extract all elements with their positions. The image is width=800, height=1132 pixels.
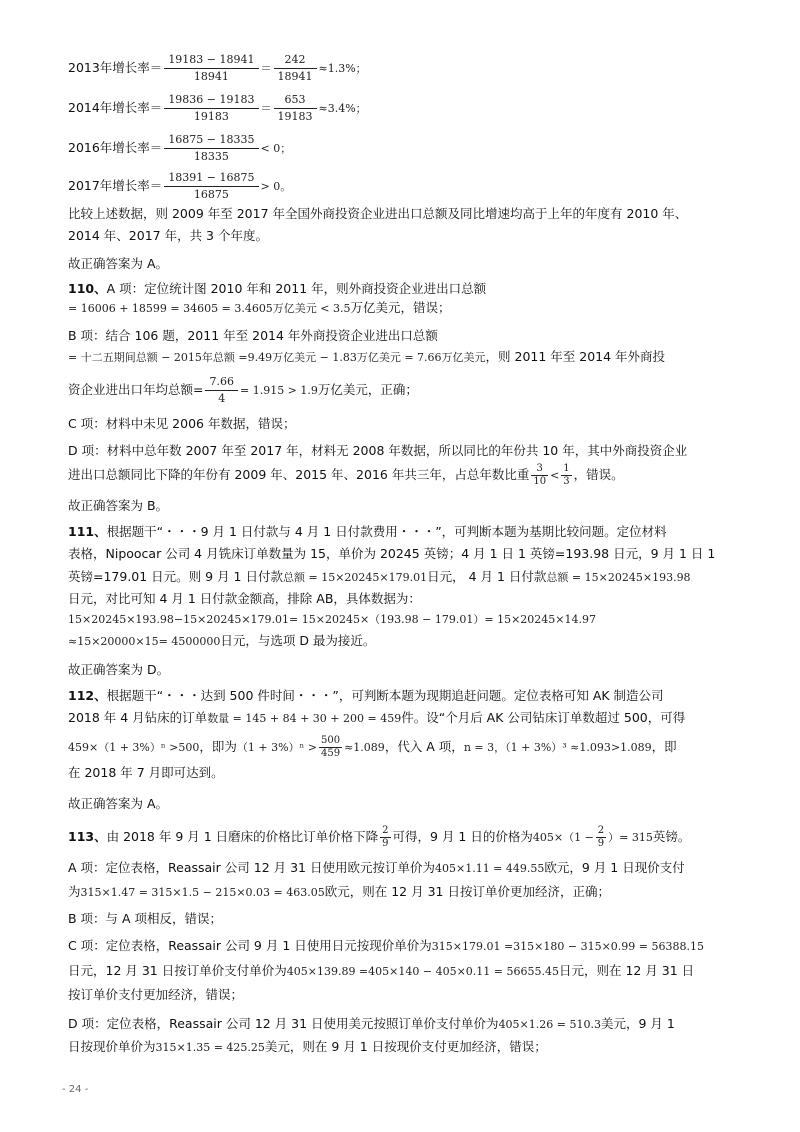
- q112-l3-text-f: ，代入 A 项，: [384, 739, 464, 754]
- q110-l8-denominator-2: 3: [563, 476, 570, 487]
- q113-l3-tail: 欧元，则在 12 月 31 日按订单价更加经济，正确；: [324, 884, 610, 899]
- q113-l9-text: 日按现价单价为: [68, 1039, 156, 1054]
- q113-l5-text: C 项：定位表格，Reassair 公司 9 月 1 日使用日元按现价单价为: [68, 938, 432, 953]
- q113-l1-numerator-2: 2: [597, 825, 605, 836]
- q113-l1-denominator: 9: [382, 838, 389, 849]
- q113-l3-text: 为: [68, 884, 81, 899]
- q110-line-3: B 项：结合 106 题，2011 年至 2014 年外商投资企业进出口总额: [68, 328, 438, 343]
- q113-l8-tail: 美元，9 月 1: [600, 1016, 675, 1031]
- growth-2017-denominator: 16875: [193, 188, 229, 201]
- q112-line-3: [68, 735, 736, 760]
- q112-l1-text: 根据题干“・・・达到 500 件时间・・・”，可判断本题为现期追赶问题。定位表格可知 AK 制造公司: [106, 688, 664, 703]
- q112-l3-math-e: ≈1.089: [344, 741, 385, 754]
- q113-number: 113、: [68, 829, 107, 844]
- q111-l3-text: 英镑=179.01 日元。则 9 月 1 日付款: [68, 569, 283, 584]
- q113-l6-tail: 日元，则在 12 月 31 日: [558, 963, 695, 978]
- q111-line-1: [68, 522, 736, 542]
- q111-line-5: 15×20245×193.98−15×20245×179.01= 15×20245×（193.98 − 179.01）= 15×20245×14.97: [68, 613, 596, 626]
- q110-l8-numerator-2: 1: [563, 463, 570, 474]
- growth-2013-eq: ＝: [260, 62, 272, 75]
- q113-l1-text-2: 可得，9 月 1 日的价格为: [392, 829, 533, 844]
- growth-2013-label: 2013年增长率＝: [68, 60, 163, 75]
- q113-line-8: [68, 1014, 736, 1035]
- q110-l8-lt: <: [550, 469, 560, 482]
- q111-answer: 故正确答案为 D。: [68, 662, 170, 677]
- q112-l3-numerator: 500: [321, 735, 341, 746]
- q113-l9-math: 315×1.35 = 425.25: [155, 1041, 265, 1054]
- q110-l2-text: 万亿美元，错误；: [350, 300, 451, 315]
- growth-2013-result: ≈1.3%；: [318, 62, 367, 75]
- q113-l1-math-2: ）= 315: [608, 831, 653, 844]
- q113-line-3: [68, 882, 736, 903]
- q111-l3-text-2: 日元， 4 月 1 日付款: [427, 569, 547, 584]
- growth-2017-row: [68, 170, 736, 203]
- q113-l9-tail: 美元，则在 9 月 1 日按现价支付更加经济，错误；: [264, 1039, 547, 1054]
- q110-l8-tail: ，错误。: [573, 467, 624, 482]
- q110-l5-denominator: 4: [218, 392, 226, 405]
- growth-2013-numerator: 19183 − 18941: [164, 52, 258, 69]
- q112-l3-math-c: （1 + 3%）ⁿ >: [236, 741, 317, 754]
- q112-l2-text: 2018 年 4 月钻床的订单: [68, 710, 208, 725]
- q110-line-6: C 项：材料中未见 2006 年数据，错误；: [68, 416, 296, 431]
- q112-number: 112、: [68, 688, 107, 703]
- q111-line-6: [68, 631, 736, 652]
- q111-l6-text: 日元，与选项 D 最为接近。: [220, 633, 376, 648]
- q111-l6-math: ≈15×20000×15= 4500000: [68, 635, 221, 648]
- q113-l6-math: 405×139.89 =405×140 − 405×0.11 = 56655.45: [286, 965, 559, 978]
- q111-l1-text: 根据题干“・・・9 月 1 日付款与 4 月 1 日付款费用・・・”，可判断本题为基期比较问题。定位材料: [106, 524, 667, 539]
- q113-l5-math: 315×179.01 =315×180 − 315×0.99 = 56388.15: [431, 940, 704, 953]
- growth-2014-result: ≈3.4%；: [318, 102, 367, 115]
- q110-l5-math: = 1.915 > 1.9: [239, 384, 318, 397]
- q113-l1-math: 405×（1 −: [532, 831, 594, 844]
- q112-l3-math-a: 459×（1 + 3%）ⁿ >500: [68, 741, 200, 754]
- q110-l1-text: A 项：定位统计图 2010 年和 2011 年，则外商投资企业进出口总额: [106, 281, 487, 296]
- q110-line-2: [68, 298, 736, 319]
- q110-l4-text: ，则 2011 年至 2014 年外商投: [485, 349, 666, 364]
- q112-l3-text-i: ，即: [651, 739, 677, 754]
- q113-line-1: [68, 825, 736, 850]
- q110-l5-text: 资企业进出口年均总额=: [68, 382, 204, 397]
- growth-2017-numerator: 18391 − 16875: [164, 170, 258, 187]
- q112-l3-denominator: 459: [321, 748, 341, 759]
- growth-2014-numerator2: 653: [274, 92, 317, 109]
- q110-line-4: [68, 347, 736, 368]
- q111-line-2: 表格，Nipoocar 公司 4 月铣床订单数量为 15，单价为 20245 英镑；4 月 1 日 1 英镑=193.98 日元，9 月 1 日 1: [68, 546, 716, 561]
- p109-line-2: 2014 年、2017 年，共 3 个年度。: [68, 228, 268, 243]
- q113-line-5: [68, 936, 736, 957]
- q113-l8-math: 405×1.26 = 510.3: [498, 1018, 601, 1031]
- growth-2013-denominator2: 18941: [277, 70, 313, 83]
- q110-l8-denominator-1: 10: [533, 476, 547, 487]
- q110-answer: 故正确答案为 B。: [68, 498, 169, 513]
- q113-l2-tail: 欧元，9 月 1 日现价支付: [544, 860, 685, 875]
- q110-l5-numerator: 7.66: [205, 374, 238, 391]
- q113-line-7: 按订单价支付更加经济，错误；: [68, 987, 244, 1002]
- growth-2014-numerator: 19836 − 19183: [164, 92, 258, 109]
- q113-l1-numerator: 2: [382, 825, 389, 836]
- growth-2014-label: 2014年增长率＝: [68, 100, 163, 115]
- growth-2016-denominator: 18335: [193, 150, 229, 163]
- p109-line-1: 比较上述数据，则 2009 年至 2017 年全国外商投资企业进出口总额及同比增速均高于上年的年度有 2010 年、: [68, 206, 688, 221]
- q113-line-6: [68, 961, 736, 982]
- q110-l8-text: 进出口总额同比下降的年份有 2009 年、2015 年、2016 年共三年，占总年数比重: [68, 467, 530, 482]
- growth-2014-eq: ＝: [260, 102, 272, 115]
- growth-2016-row: [68, 132, 736, 165]
- q110-l5-tail: 万亿美元，正确；: [317, 382, 418, 397]
- q110-line-5: [68, 374, 736, 407]
- q111-line-3: [68, 567, 736, 588]
- q112-l2-math: 数量 = 145 + 84 + 30 + 200 = 459: [207, 712, 402, 725]
- growth-2014-denominator2: 19183: [277, 110, 313, 123]
- p109-answer: 故正确答案为 A。: [68, 256, 169, 271]
- q113-l1-denominator-2: 9: [597, 838, 605, 849]
- q112-answer: 故正确答案为 A。: [68, 796, 169, 811]
- q110-line-8: [68, 463, 736, 488]
- q110-line-7: D 项：材料中总年数 2007 年至 2017 年，材料无 2008 年数据，所以同比的年份共 10 年，其中外商投资企业: [68, 443, 688, 458]
- growth-2016-result: < 0；: [260, 142, 292, 155]
- q113-line-2: [68, 858, 736, 879]
- q110-l2-math: = 16006 + 18599 = 34605 = 3.4605万亿美元 < 3.5: [68, 302, 351, 315]
- q113-l8-text: D 项：定位表格，Reassair 公司 12 月 31 日使用美元按照订单价支付单价为: [68, 1016, 499, 1031]
- q112-l3-math-g: n = 3，: [463, 741, 506, 754]
- growth-2017-label: 2017年增长率＝: [68, 178, 163, 193]
- q110-number: 110、: [68, 281, 107, 296]
- growth-2016-label: 2016年增长率＝: [68, 140, 163, 155]
- q113-l2-text: A 项：定位表格，Reassair 公司 12 月 31 日使用欧元按订单价为: [68, 860, 435, 875]
- q113-line-9: [68, 1037, 736, 1058]
- growth-2013-row: [68, 52, 736, 85]
- q111-l3-math: 总额 = 15×20245×179.01: [283, 571, 428, 584]
- growth-2013-numerator2: 242: [274, 52, 317, 69]
- q112-l2-tail: 件。设“个月后 AK 公司钻床订单数超过 500，可得: [401, 710, 686, 725]
- q113-l1-tail: 英镑。: [652, 829, 691, 844]
- growth-2013-denominator: 18941: [193, 70, 229, 83]
- q113-l6-text: 日元，12 月 31 日按订单价支付单价为: [68, 963, 287, 978]
- q111-l3-math-2: 总额 = 15×20245×193.98: [546, 571, 691, 584]
- q113-l1-text: 由 2018 年 9 月 1 日磨床的价格比订单价格下降: [106, 829, 379, 844]
- q111-number: 111、: [68, 524, 107, 539]
- q112-line-4: 在 2018 年 7 月即可达到。: [68, 765, 224, 780]
- q113-l3-math: 315×1.47 = 315×1.5 − 215×0.03 = 463.05: [80, 886, 325, 899]
- q112-line-2: [68, 708, 736, 729]
- q113-line-4: B 项：与 A 项相反，错误；: [68, 911, 223, 926]
- page-number: - 24 -: [62, 1084, 89, 1095]
- q110-l4-math: = 十二五期间总额 − 2015年总额 =9.49万亿美元 − 1.83万亿美元 = 7.66万亿美元: [68, 351, 486, 364]
- growth-2014-row: [68, 92, 736, 125]
- q113-l2-math: 405×1.11 = 449.55: [434, 862, 545, 875]
- q112-l3-text-b: ，即为: [199, 739, 237, 754]
- q110-l8-numerator-1: 3: [531, 463, 548, 476]
- q112-l3-math-h: （1 + 3%）³ ≈1.093>1.089: [505, 741, 652, 754]
- growth-2016-numerator: 16875 − 18335: [164, 132, 258, 149]
- q111-line-4: 日元，对比可知 4 月 1 日付款金额高，排除 AB，具体数据为：: [68, 591, 421, 606]
- growth-2014-denominator: 19183: [193, 110, 229, 123]
- growth-2017-result: > 0。: [260, 180, 292, 193]
- q110-line-1: [68, 279, 736, 299]
- q112-line-1: [68, 686, 736, 706]
